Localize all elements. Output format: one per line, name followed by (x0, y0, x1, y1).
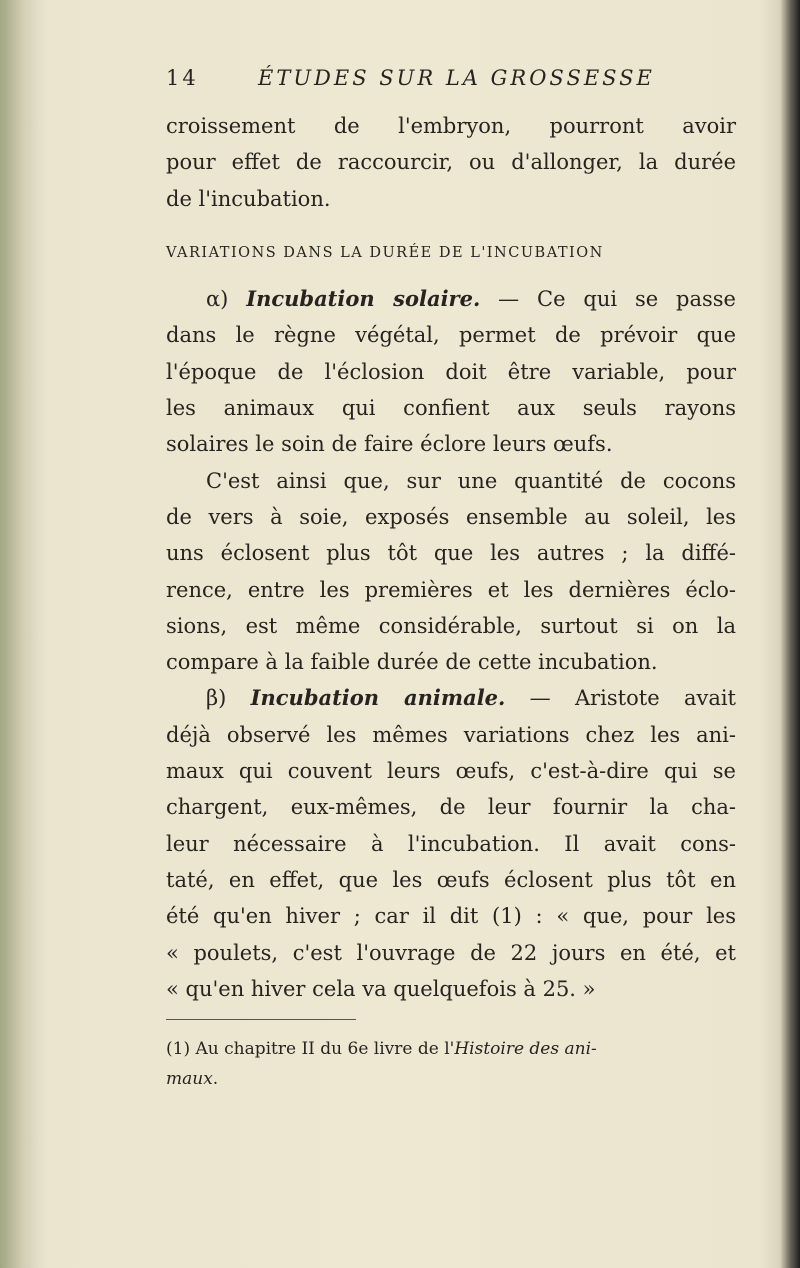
text-line: dans le règne végétal, permet de prévoir que (166, 323, 736, 348)
page-gutter (0, 0, 40, 1268)
text-line: les animaux qui confient aux seuls rayons (166, 396, 736, 421)
subsection-a-title-line (166, 281, 736, 317)
text-line: chargent, eux-mêmes, de leur fournir la cha- (166, 795, 736, 820)
text-line: été qu'en hiver ; car il dit (1) : « que, pour les (166, 904, 736, 929)
footnote-title: Histoire des ani- (454, 1039, 597, 1059)
text-line: compare à la faible durée de cette incubation. (166, 650, 658, 675)
text-line: maux qui couvent leurs œufs, c'est-à-dire qui se (166, 759, 736, 784)
footnote-divider (166, 1019, 356, 1020)
subsection-a-title: Incubation solaire. (246, 286, 481, 312)
footnote (166, 1034, 736, 1094)
text-line: — Aristote avait (505, 686, 736, 711)
text-line: croissement de l'embryon, pourront avoir (166, 114, 736, 138)
page-header (166, 66, 686, 92)
page-number: 14 (166, 66, 199, 90)
text-line: leur nécessaire à l'incubation. Il avait cons- (166, 831, 736, 856)
footnote-end: . (212, 1069, 219, 1089)
subsection-b-title-line (166, 680, 736, 716)
footnote-title-cont: maux (166, 1069, 213, 1089)
text-line: « qu'en hiver cela va quelquefois à 25. » (166, 976, 596, 1001)
text-line: — Ce qui se passe (480, 287, 736, 312)
subsection-a-marker: α) (206, 287, 229, 312)
footnote-text: (1) Au chapitre II du 6e livre de l' (166, 1039, 455, 1059)
subsection-b-marker: β) (206, 686, 227, 711)
subsection-b-title: Incubation animale. (250, 685, 506, 711)
text-line: C'est ainsi que, sur une quantité de cocons (206, 468, 736, 493)
text-line: l'époque de l'éclosion doit être variable, pour (166, 359, 736, 384)
text-line: de vers à soie, exposés ensemble au soleil, les (166, 504, 736, 529)
text-line: sions, est même considérable, surtout si on la (166, 613, 736, 638)
section-heading: VARIATIONS DANS LA DURÉE DE L'INCUBATION (166, 244, 604, 261)
text-line: pour effet de raccourcir, ou d'allonger, la durée (166, 150, 736, 175)
text-line: de l'incubation. (166, 186, 331, 211)
text-line: taté, en effet, que les œufs éclosent plus tôt en (166, 867, 736, 892)
text-line: rence, entre les premières et les dernières éclo- (166, 577, 736, 602)
text-line: déjà observé les mêmes variations chez les ani- (166, 722, 736, 747)
body-text (166, 108, 736, 1007)
running-title: ÉTUDES SUR LA GROSSESSE (258, 66, 655, 90)
text-line: uns éclosent plus tôt que les autres ; la diffé- (166, 541, 736, 566)
text-line: solaires le soin de faire éclore leurs œufs. (166, 432, 613, 457)
text-line: « poulets, c'est l'ouvrage de 22 jours en été, et (166, 940, 736, 965)
